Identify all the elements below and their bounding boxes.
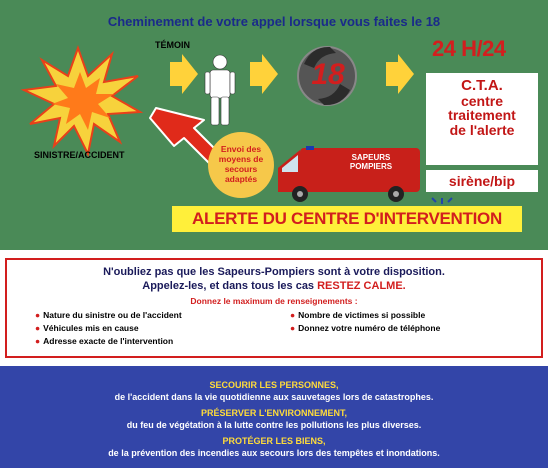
mission-text-1: de l'accident dans la vie quotidienne aux sauvetages lors de catastrophes. — [114, 392, 434, 402]
person-icon — [205, 55, 235, 125]
mission-text-3: de la prévention des incendies aux secours lors des tempêtes et inondations. — [108, 448, 440, 458]
truck-text-1: SAPEURS — [351, 153, 391, 162]
cta-box — [426, 73, 538, 165]
info-line-2 — [7, 280, 541, 292]
explosion-icon — [24, 48, 140, 154]
signal-icon — [432, 198, 452, 204]
truck-text-2: POMPIERS — [349, 161, 393, 171]
time-label: 24 H/24 — [432, 36, 506, 61]
envoi-text: Envoi des moyens de secours adaptés — [218, 144, 264, 184]
siren-label: sirène/bip — [426, 170, 538, 192]
cta-line-1: C.T.A. — [461, 77, 503, 94]
list-item: ● Adresse exacte de l'intervention — [35, 336, 174, 346]
mission-head-2: PRÉSERVER L'ENVIRONNEMENT, — [201, 408, 347, 418]
sinistre-label: SINISTRE/ACCIDENT — [34, 150, 125, 160]
mission-panel — [0, 366, 548, 468]
list-item: ● Nature du sinistre ou de l'accident — [35, 310, 182, 320]
page-title: Cheminement de votre appel lorsque vous faites le 18 — [107, 14, 441, 29]
info-line-2-prefix: Appelez-les, et dans tous les cas — [142, 280, 318, 292]
mission-text-2: du feu de végétation à la lutte contre les pollutions les plus diverses. — [126, 420, 422, 430]
alert-label: ALERTE DU CENTRE D'INTERVENTION — [172, 206, 522, 232]
envoi-bubble — [208, 132, 274, 198]
temoin-label: TÉMOIN — [155, 40, 190, 50]
list-item: ● Véhicules mis en cause — [35, 323, 139, 333]
cta-line-3: traitement — [448, 107, 516, 124]
info-panel — [5, 258, 543, 358]
phone-number: 18 — [311, 58, 345, 91]
truck-label — [342, 154, 400, 172]
info-line-2-emph: RESTEZ CALME. — [317, 280, 406, 292]
cta-line-2: centre — [460, 92, 504, 109]
mission-head-1: SECOURIR LES PERSONNES, — [209, 380, 339, 390]
cta-line-4: de l'alerte — [449, 122, 515, 139]
list-item: ● Donnez votre numéro de téléphone — [290, 323, 441, 333]
info-line-3: Donnez le maximum de renseignements : — [190, 296, 358, 306]
mission-head-3: PROTÉGER LES BIENS, — [222, 436, 326, 446]
list-item: ● Nombre de victimes si possible — [290, 310, 426, 320]
info-line-1: N'oubliez pas que les Sapeurs-Pompiers sont à votre disposition. — [103, 266, 445, 278]
